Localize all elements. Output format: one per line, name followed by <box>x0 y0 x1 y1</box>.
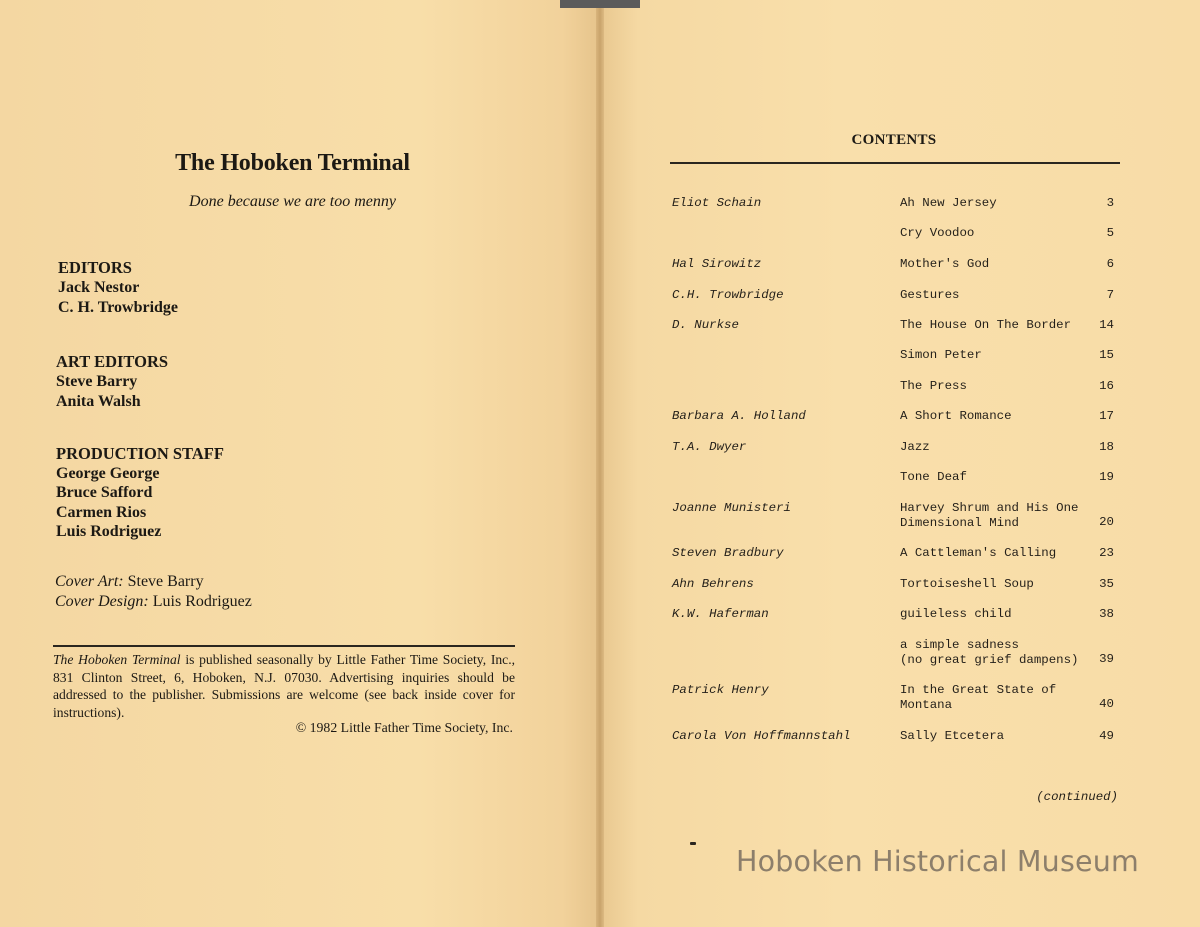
toc-page: 6 <box>1106 257 1114 271</box>
ink-mark <box>690 842 696 845</box>
toc-author: Hal Sirowitz <box>672 257 762 271</box>
divider-rule <box>53 645 515 647</box>
contents-rule <box>670 162 1120 164</box>
editors-block <box>58 258 178 318</box>
toc-page: 23 <box>1099 546 1114 560</box>
staff-name: George George <box>56 464 160 482</box>
toc-page: 38 <box>1099 607 1114 621</box>
toc-author: K.W. Haferman <box>672 607 769 621</box>
toc-page: 5 <box>1106 226 1114 240</box>
toc-page: 19 <box>1099 470 1114 484</box>
toc-author: Ahn Behrens <box>672 577 754 591</box>
editor-name: C. H. Trowbridge <box>58 299 179 316</box>
continued-note: (continued) <box>1036 790 1118 804</box>
cover-credits <box>55 572 252 612</box>
toc-title: The House On The Border <box>900 318 1072 332</box>
art-editor-name: Steve Barry <box>56 373 138 390</box>
toc-author: C.H. Trowbridge <box>672 288 784 302</box>
toc-page: 16 <box>1099 379 1114 393</box>
toc-page: 14 <box>1099 318 1114 332</box>
toc-title: A Short Romance <box>900 409 1012 423</box>
toc-page: 15 <box>1099 348 1114 362</box>
toc-title: The Press <box>900 379 967 393</box>
cover-art-credit <box>55 572 252 592</box>
toc-author: Steven Bradbury <box>672 546 784 560</box>
toc-page: 39 <box>1099 652 1114 666</box>
cover-art-value: Steve Barry <box>127 573 204 590</box>
toc-page: 20 <box>1099 515 1114 529</box>
toc-page: 18 <box>1099 440 1114 454</box>
toc-author: Eliot Schain <box>672 196 762 210</box>
staff-name: Bruce Safford <box>56 484 153 501</box>
toc-title: Gestures <box>900 288 960 302</box>
toc-page: 35 <box>1099 577 1114 591</box>
magazine-subtitle: Done because we are too menny <box>189 193 396 210</box>
toc-title: In the Great State of Montana <box>900 683 1057 712</box>
toc-page: 17 <box>1099 409 1114 423</box>
toc-title: a simple sadness (no great grief dampens) <box>900 638 1079 667</box>
art-editors-heading: ART EDITORS <box>56 352 169 371</box>
museum-watermark: Hoboken Historical Museum <box>736 845 1139 878</box>
toc-page: 3 <box>1106 196 1114 210</box>
toc-title: Harvey Shrum and His One Dimensional Mind <box>900 501 1079 530</box>
production-staff-heading: PRODUCTION STAFF <box>56 444 224 463</box>
toc-author: Carola Von Hoffmannstahl <box>672 729 851 743</box>
toc-title: Ah New Jersey <box>900 196 997 210</box>
staff-name: Carmen Rios <box>56 503 147 521</box>
staff-name: Luis Rodriguez <box>56 523 162 540</box>
copyright-notice: © 1982 Little Father Time Society, Inc. <box>295 720 513 735</box>
toc-title: Tone Deaf <box>900 470 967 484</box>
toc-author: T.A. Dwyer <box>672 440 747 454</box>
toc-title: Sally Etcetera <box>900 729 1005 743</box>
editors-heading: EDITORS <box>58 258 132 277</box>
editor-name: Jack Nestor <box>58 279 140 296</box>
toc-author: Joanne Munisteri <box>672 501 791 515</box>
toc-author: D. Nurkse <box>672 318 739 332</box>
art-editors-block <box>56 352 168 412</box>
toc-title: Jazz <box>900 440 930 454</box>
toc-page: 7 <box>1106 288 1114 302</box>
magazine-title: The Hoboken Terminal <box>175 150 410 176</box>
art-editor-name: Anita Walsh <box>56 393 141 410</box>
cover-design-label: Cover Design: <box>55 593 149 610</box>
toc-title: Mother's God <box>900 257 990 271</box>
toc-author: Patrick Henry <box>672 683 769 697</box>
toc-page: 40 <box>1099 697 1114 711</box>
cover-design-credit <box>55 592 252 612</box>
book-gutter <box>596 0 604 927</box>
publication-info <box>53 651 515 721</box>
toc-author: Barbara A. Holland <box>672 409 806 423</box>
toc-title: Cry Voodoo <box>900 226 975 240</box>
toc-title: A Cattleman's Calling <box>900 546 1057 560</box>
toc-title: Tortoiseshell Soup <box>900 577 1034 591</box>
publication-text: is published seasonally by Little Father Time Society, Inc., 831 Clinton Street, 6, Hoboken, N.J. 07030. Advertising inquiries should be addressed to the publisher. Submissions are welcome (see back inside cover for instructions). <box>53 652 515 720</box>
toc-title: Simon Peter <box>900 348 982 362</box>
publication-magazine-name: The Hoboken Terminal <box>53 652 181 667</box>
cover-design-value: Luis Rodriguez <box>152 593 252 610</box>
production-staff-block <box>56 444 224 542</box>
binding-edge <box>560 0 640 8</box>
contents-heading: CONTENTS <box>851 132 937 148</box>
toc-title: guileless child <box>900 607 1012 621</box>
toc-page: 49 <box>1099 729 1114 743</box>
cover-art-label: Cover Art: <box>55 573 124 590</box>
